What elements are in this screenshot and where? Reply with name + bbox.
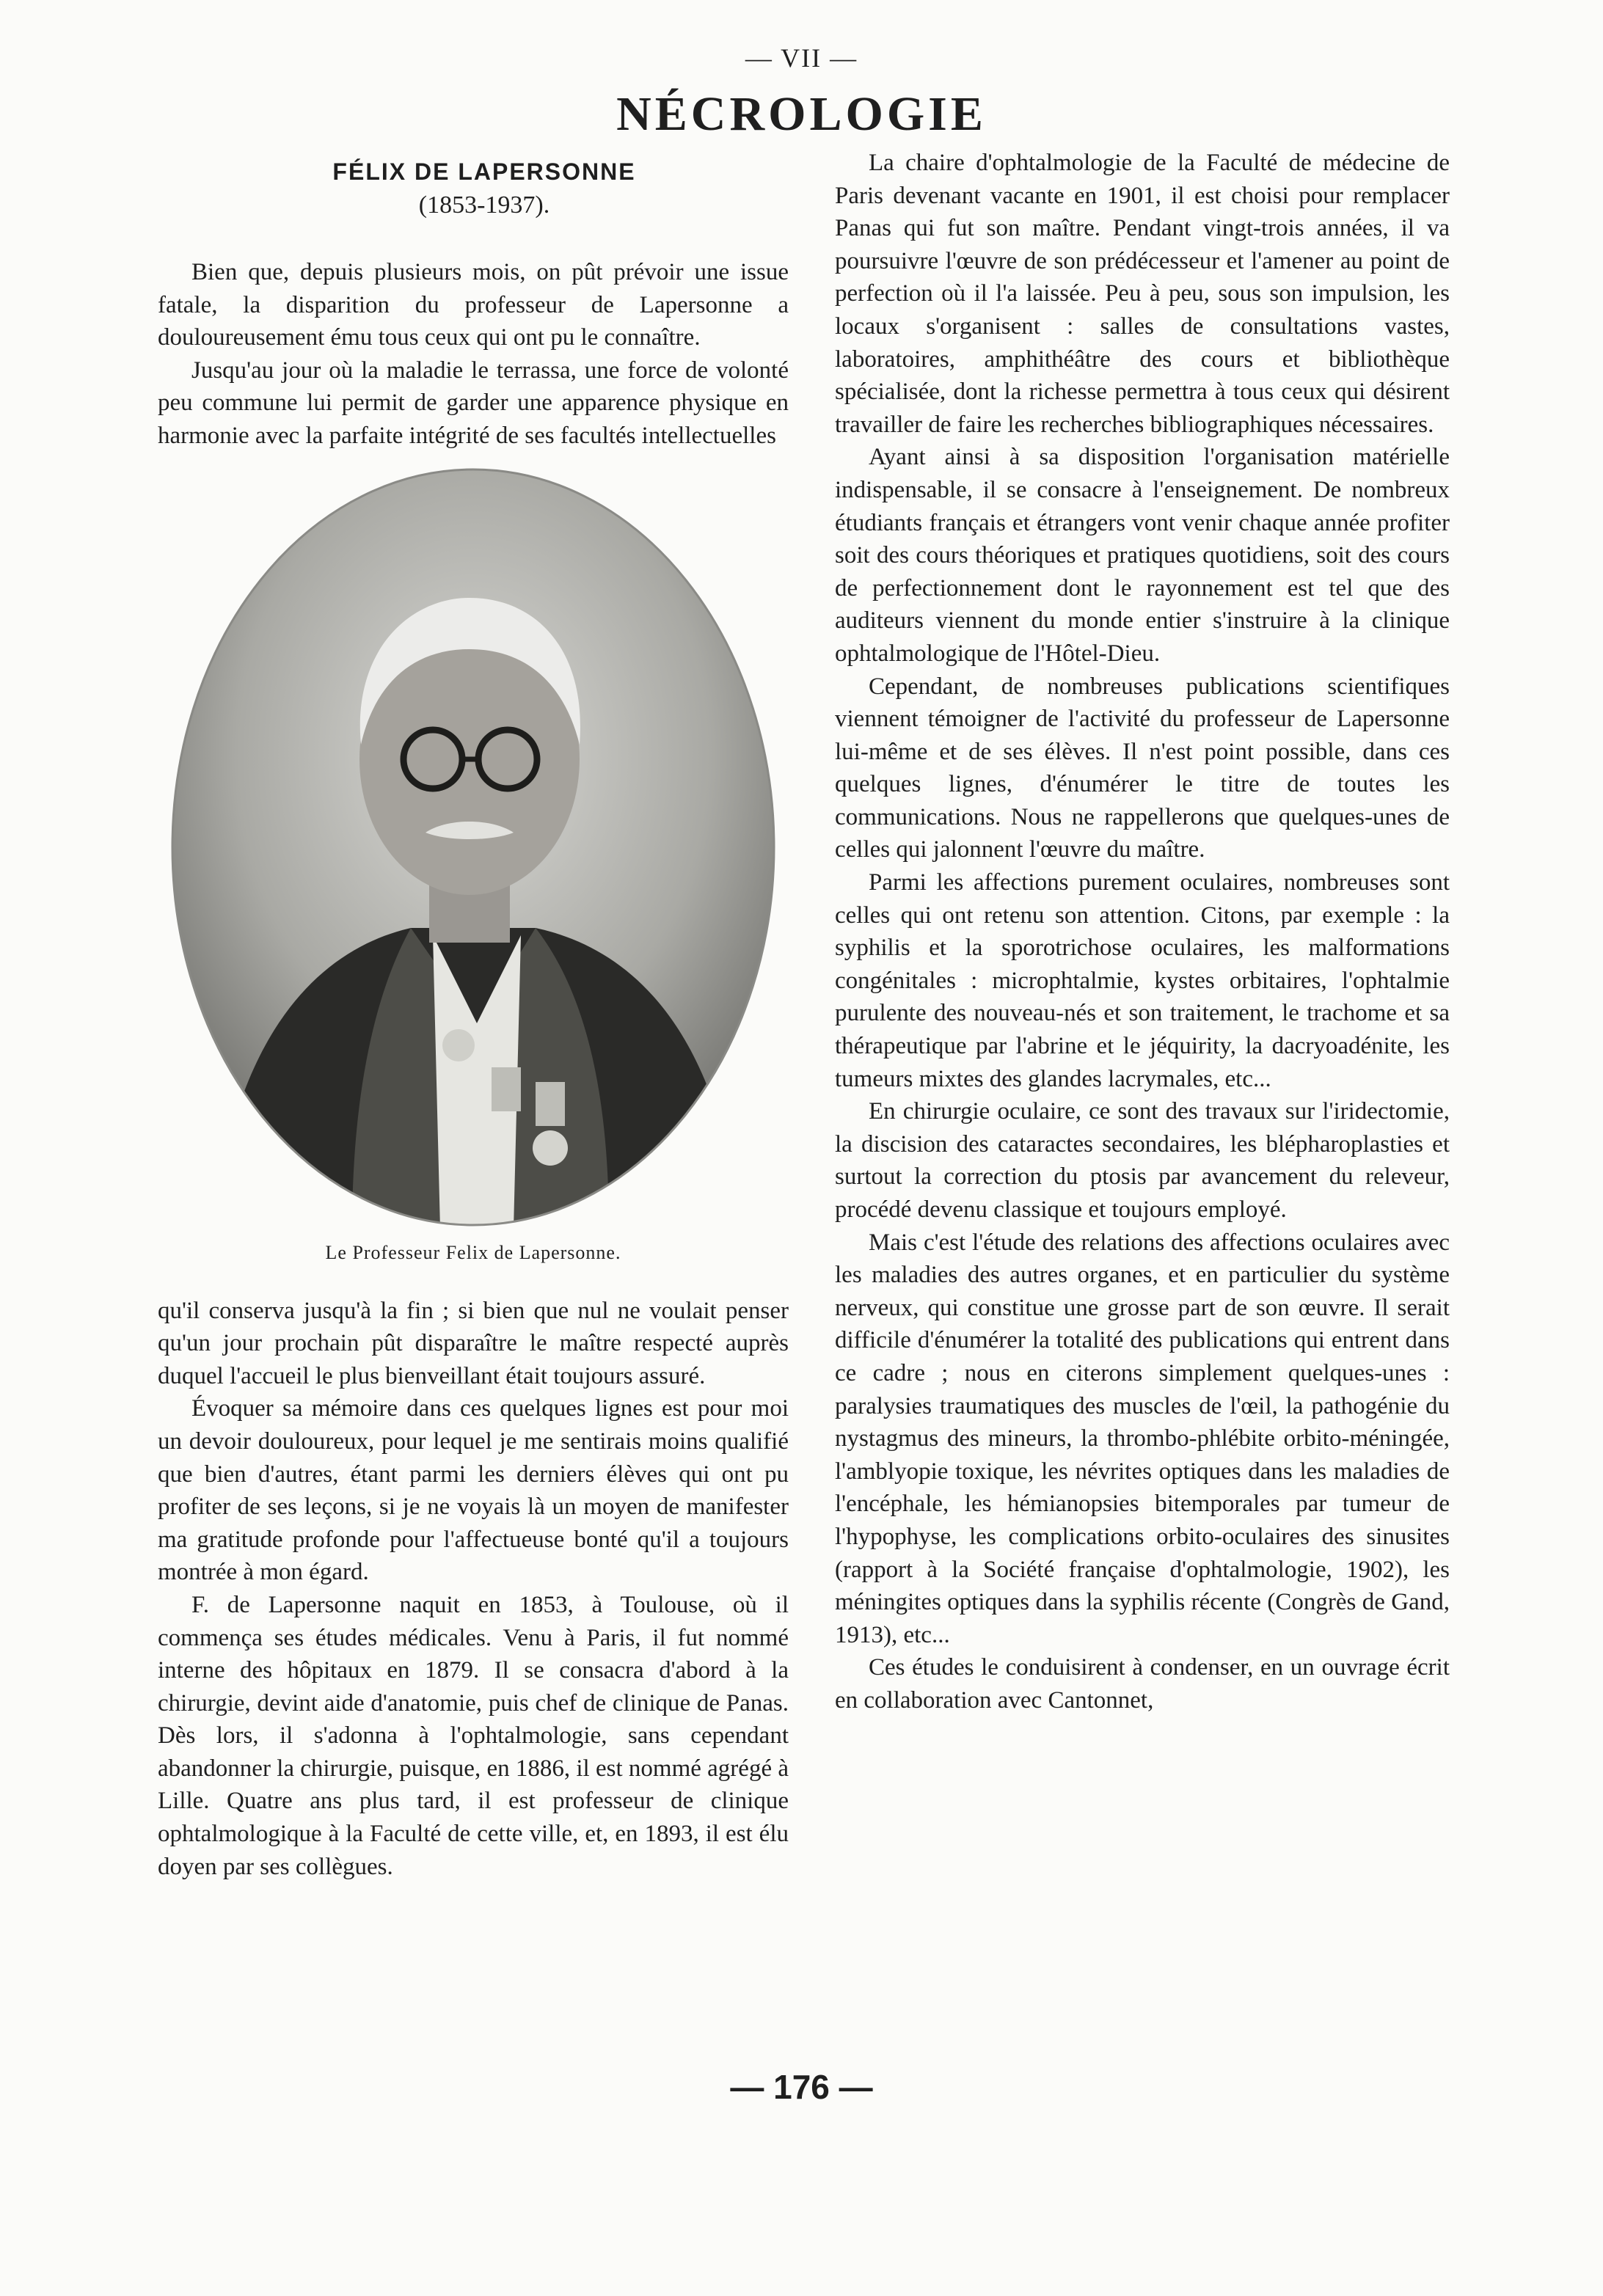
page-number: — 176 — [730,2068,873,2106]
paragraph: Jusqu'au jour où la maladie le terrassa, une force de volonté peu commune lui permit de garder une apparence physique en harmonie avec la parfaite intégrité de ses facultés intellectuelles [158,357,789,449]
photo-caption: Le Professeur Felix de Lapersonne. [325,1241,621,1263]
roman-folio: — VII — [745,43,858,73]
paragraph: Mais c'est l'étude des relations des affections oculaires avec les maladies des autres organes, et en particulier du système nerveux, qui constitue une grosse part de son œuvre. Il serait difficile d'énumérer la totalité des publications qui entrent dans ce cadre ; nous en citerons simplement quelques-unes : paralysies traumatiques des muscles de l'œil, la pathogénie du nystagmus des mineurs, la thrombo-phlébite orbito-méningée, l'amblyopie toxique, les névrites optiques dans les maladies de l'encéphale, les hémianopsies bitemporales par tumeur de l'hypophyse, les complications orbito-oculaires des sinusites (rapport à la Société française d'ophtalmologie, 1902), les méningites optiques dans la syphilis récente (Congrès de Gand, 1913), etc... [835,1229,1450,1648]
paragraph: qu'il conserva jusqu'à la fin ; si bien que nul ne voulait penser qu'un jour prochain pût disparaître le maître respecté auprès duquel l'accueil le plus bienveillant était toujours assuré. [158,1297,789,1389]
paragraph: Ayant ainsi à sa disposition l'organisation matérielle indispensable, il se consacre à l'enseignement. De nombreux étudiants français et étrangers vont venir chaque année profiter soit des cours théoriques et pratiques quotidiens, soit des cours de perfectionnement dont le rayonnement est tel que des auditeurs viennent du monde entier s'instruire à la clinique ophtalmologique de l'Hôtel-Dieu. [835,444,1450,667]
paragraph: Cependant, de nombreuses publications scientifiques viennent témoigner de l'activité du professeur de Lapersonne lui-même et de ses élèves. Il n'est point possible, dans ces quelques lignes, d'énumérer le titre de toutes les communications. Nous ne rappellerons que quelques-unes de celles qui jalonnent l'œuvre du maître. [835,673,1450,863]
portrait-photo [169,466,778,1229]
left-column [158,147,789,1883]
right-column [835,147,1450,1717]
paragraph: F. de Lapersonne naquit en 1853, à Toulouse, où il commença ses études médicales. Venu à Paris, il fut nommé interne des hôpitaux en 1879. Il se consacra d'abord à la chirurgie, devint aide d'anatomie, puis chef de clinique de Panas. Dès lors, il s'adonna à l'ophtalmologie, sans cependant abandonner la chirurgie, puisque, en 1886, il est nommé agrégé à Lille. Quatre ans plus tard, il est professeur de clinique ophtalmologique à la Faculté de cette ville, et, en 1893, il est élu doyen par ses collègues. [158,1591,789,1880]
portrait-figure [158,466,789,1295]
paragraph: La chaire d'ophtalmologie de la Faculté de médecine de Paris devenant vacante en 1901, il est choisi pour remplacer Panas qui fut son maître. Pendant vingt-trois années, il va poursuivre l'œuvre de son prédécesseur et l'amener au point de perfection où il l'a laissée. Peu à peu, sous son impulsion, les locaux s'organisent : salles de consultations vastes, laboratoires, amphithéâtre des cours et bibliothèque spécialisée, dont la richesse permettra à tous ceux qui désirent travailler de faire les recherches bibliographiques nécessaires. [835,150,1450,438]
article-title: FÉLIX DE LAPERSONNE [332,158,636,185]
paragraph: Ces études le conduisirent à condenser, en un ouvrage écrit en collaboration avec Cantonnet, [835,1654,1450,1714]
article-dates: (1853-1937). [418,191,550,219]
paragraph: Parmi les affections purement oculaires, nombreuses sont celles qui ont retenu son attention. Citons, par exemple : la syphilis et la sporotrichose oculaires, les malformations congénitales : microphtalmie, kystes orbitaires, l'ophtalmie purulente des nouveau-nés et son traitement, le trachome et sa thérapeutique par l'abrine et le jéquirity, la dacryoadénite, les tumeurs mixtes des glandes lacrymales, etc... [835,869,1450,1092]
section-title: NÉCROLOGIE [616,87,987,141]
paragraph: En chirurgie oculaire, ce sont des travaux sur l'iridectomie, la discision des cataractes secondaires, les blépharoplasties et surtout la correction du ptosis par avancement du releveur, procédé devenu classique et toujours employé. [835,1098,1450,1223]
paragraph: Bien que, depuis plusieurs mois, on pût prévoir une issue fatale, la disparition du professeur de Lapersonne a douloureusement ému tous ceux qui ont pu le connaître. [158,259,789,351]
paragraph: Évoquer sa mémoire dans ces quelques lignes est pour moi un devoir douloureux, pour lequel je me sentirais moins qualifié que bien d'autres, étant parmi les derniers élèves qui ont pu profiter de ses leçons, si je ne voyais là un moyen de manifester ma gratitude profonde pour l'affectueuse bonté qu'il a toujours montrée à mon égard. [158,1395,789,1586]
